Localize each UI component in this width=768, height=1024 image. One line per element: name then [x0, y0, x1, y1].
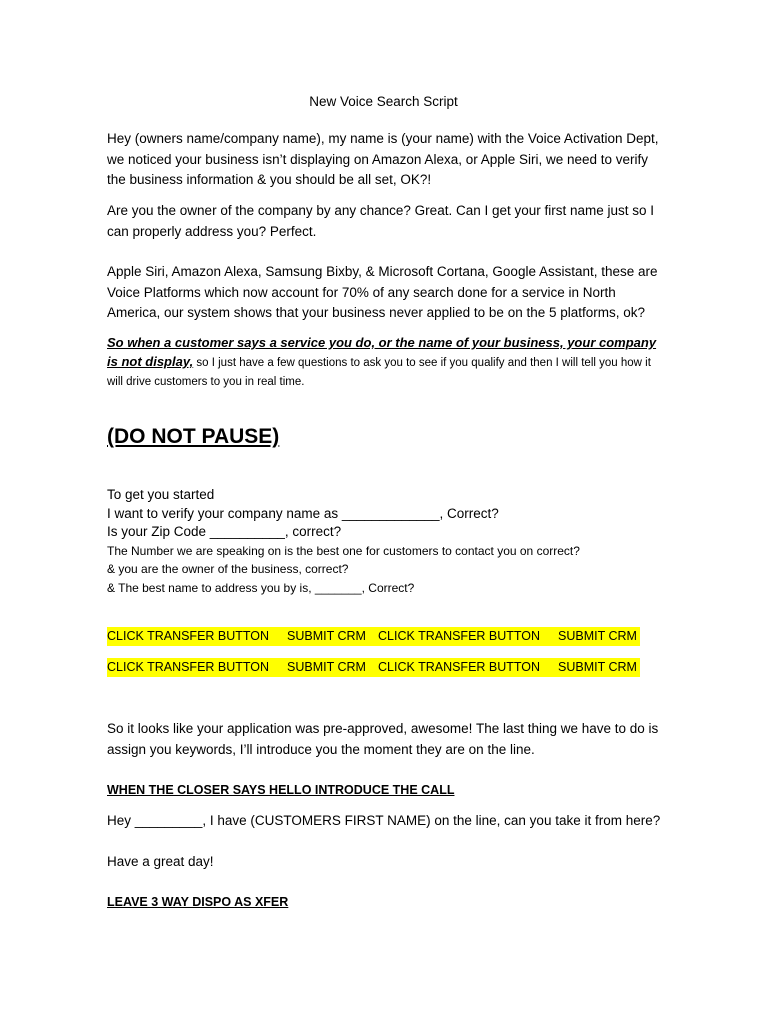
do-not-pause-heading: (DO NOT PAUSE): [107, 425, 280, 448]
goodbye-line: Have a great day!: [107, 854, 214, 869]
submit-crm-label: SUBMIT CRM: [287, 629, 366, 643]
owner-question-paragraph: Are you the owner of the company by any chance? Great. Can I get your first name just so I can properly address you? Perfect.: [107, 203, 655, 239]
closer-heading: WHEN THE CLOSER SAYS HELLO INTRODUCE THE CALL: [107, 783, 455, 797]
intro-paragraph: Hey (owners name/company name), my name is (your name) with the Voice Activation Dept, we noticed your business isn’t displaying on Amazon Alexa, or Apple Siri, we need to verify the business information & you should be all set, OK?!: [107, 131, 659, 187]
checklist-line: The Number we are speaking on is the best one for customers to contact you on correct?: [107, 543, 580, 558]
click-transfer-label: CLICK TRANSFER BUTTON: [378, 629, 541, 643]
click-transfer-label: CLICK TRANSFER BUTTON: [107, 629, 270, 643]
click-transfer-label: CLICK TRANSFER BUTTON: [378, 660, 541, 674]
action-highlight-row: [107, 627, 640, 646]
checklist-line: & The best name to address you by is, _______, Correct?: [107, 580, 415, 595]
document-title: New Voice Search Script: [309, 94, 458, 109]
action-highlight-row: [107, 658, 640, 677]
emphasis-paragraph: [107, 334, 667, 392]
emphasis-rest-text: so I just have a few questions to ask you to see if you qualify and then I will tell you how it will drive customers to you in real time.: [107, 356, 651, 389]
submit-crm-label: SUBMIT CRM: [287, 660, 366, 674]
submit-crm-label: SUBMIT CRM: [558, 629, 637, 643]
platforms-paragraph: Apple Siri, Amazon Alexa, Samsung Bixby, & Microsoft Cortana, Google Assistant, these are Voice Platforms which now account for 70% of any search done for a service in North America, our system shows that your business never applied to be on the 5 platforms, ok?: [107, 264, 658, 320]
checklist-line: & you are the owner of the business, correct?: [107, 562, 349, 577]
pre-approved-paragraph: So it looks like your application was pre-approved, awesome! The last thing we have to do is assign you keywords, I’ll introduce you the moment they are on the line.: [107, 721, 659, 757]
verification-checklist: [107, 486, 667, 598]
checklist-line: Is your Zip Code __________, correct?: [107, 524, 342, 540]
submit-crm-label: SUBMIT CRM: [558, 660, 637, 674]
click-transfer-label: CLICK TRANSFER BUTTON: [107, 660, 270, 674]
closer-line: Hey _________, I have (CUSTOMERS FIRST NAME) on the line, can you take it from here?: [107, 813, 661, 828]
emphasis-bold-text: So when a customer says a service you do, or the name of your business, your company is not display,: [107, 335, 657, 369]
document-page: [107, 0, 667, 1024]
checklist-line: To get you started: [107, 487, 215, 502]
dispo-heading: LEAVE 3 WAY DISPO AS XFER: [107, 895, 289, 909]
checklist-line: I want to verify your company name as _____________, Correct?: [107, 505, 499, 521]
